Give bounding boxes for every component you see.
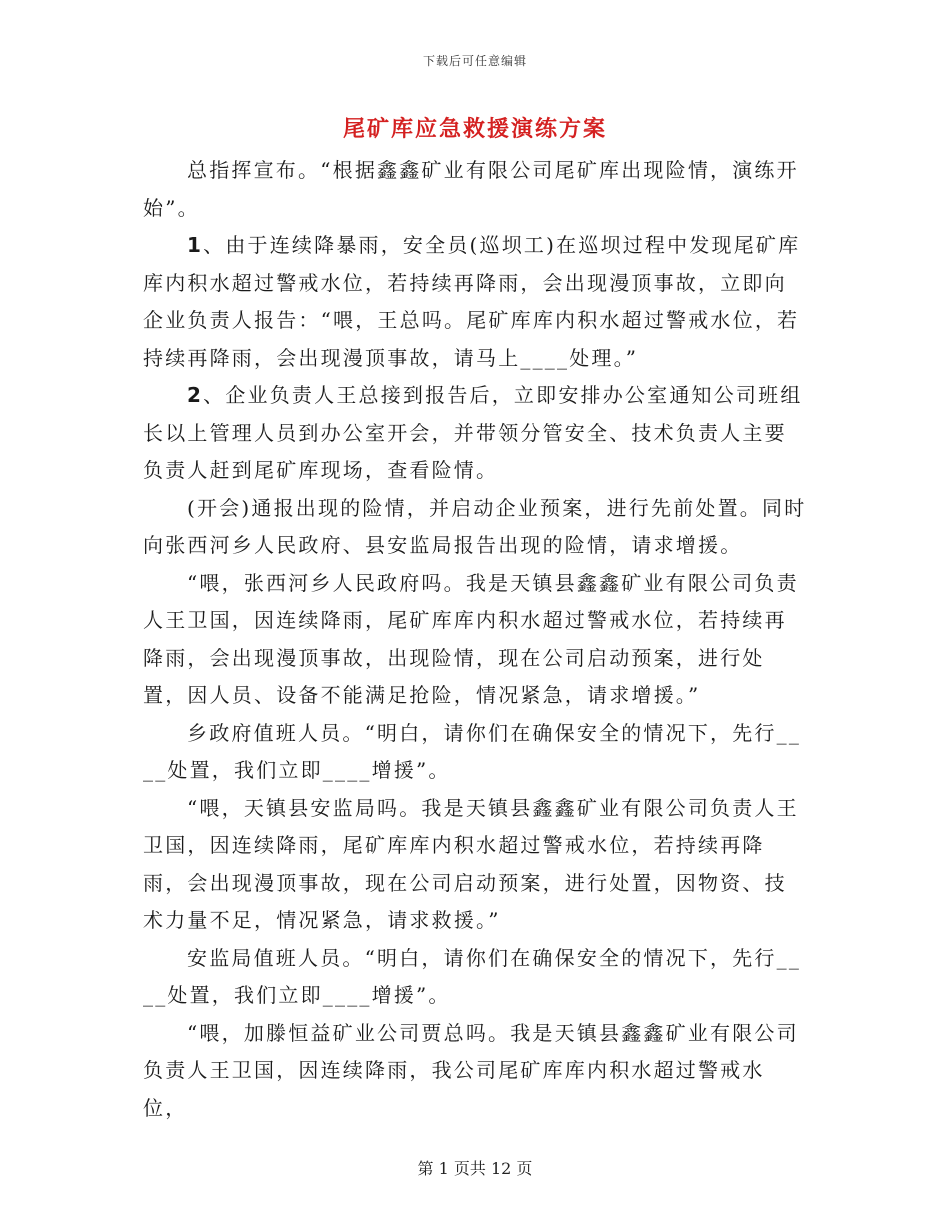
paragraph [143,715,807,790]
page-number-footer: 第 1 页共 12 页 [417,1159,533,1178]
paragraph [143,790,807,940]
paragraph-text: 、由于连续降暴雨，安全员(巡坝工)在巡坝过程中发现尾矿库库内积水超过警戒水位，若持续再降雨，会出现漫顶事故，立即向企业负责人报告：“喂，王总吗。尾矿库库内积水超过警戒水位，若持续再降雨，会出现漫顶事故，请马上____处理。” [143,233,801,370]
document-body [143,152,807,1127]
paragraph [143,565,807,715]
document-title: 尾矿库应急救援演练方案 [342,116,607,142]
paragraph [143,1015,807,1128]
paragraph [143,152,807,227]
paragraph-number: 1 [187,233,204,257]
paragraph-number: 2 [187,383,204,407]
paragraph [143,490,807,565]
paragraph-text: “喂，张西河乡人民政府吗。我是天镇县鑫鑫矿业有限公司负责人王卫国，因连续降雨，尾矿库库内积水超过警戒水位，若持续再降雨，会出现漫顶事故，出现险情，现在公司启动预案，进行处置，因人员、设备不能满足抢险，情况紧急，请求增援。” [143,570,799,707]
paragraph [143,377,807,490]
page-header-note: 下载后可任意编辑 [422,54,527,68]
paragraph-text: “喂，天镇县安监局吗。我是天镇县鑫鑫矿业有限公司负责人王卫国，因连续降雨，尾矿库库内积水超过警戒水位，若持续再降雨，会出现漫顶事故，现在公司启动预案，进行处置，因物资、技术力量不足，情况紧急，请求救援。” [143,795,799,932]
paragraph-text: (开会)通报出现的险情，并启动企业预案，进行先前处置。同时向张西河乡人民政府、县安监局报告出现的险情，请求增援。 [143,495,807,557]
paragraph-text: 、企业负责人王总接到报告后，立即安排办公室通知公司班组长以上管理人员到办公室开会，并带领分管安全、技术负责人主要负责人赶到尾矿库现场，查看险情。 [143,383,803,482]
paragraph-text: 安监局值班人员。“明白，请你们在确保安全的情况下，先行____处置，我们立即____增援”。 [143,945,802,1007]
paragraph-text: 总指挥宣布。“根据鑫鑫矿业有限公司尾矿库出现险情，演练开始”。 [143,158,799,220]
paragraph-text: “喂，加滕恒益矿业公司贾总吗。我是天镇县鑫鑫矿业有限公司负责人王卫国，因连续降雨，我公司尾矿库库内积水超过警戒水位， [143,1020,799,1120]
paragraph [143,227,807,377]
paragraph-text: 乡政府值班人员。“明白，请你们在确保安全的情况下，先行____处置，我们立即____增援”。 [143,720,802,782]
paragraph [143,940,807,1015]
